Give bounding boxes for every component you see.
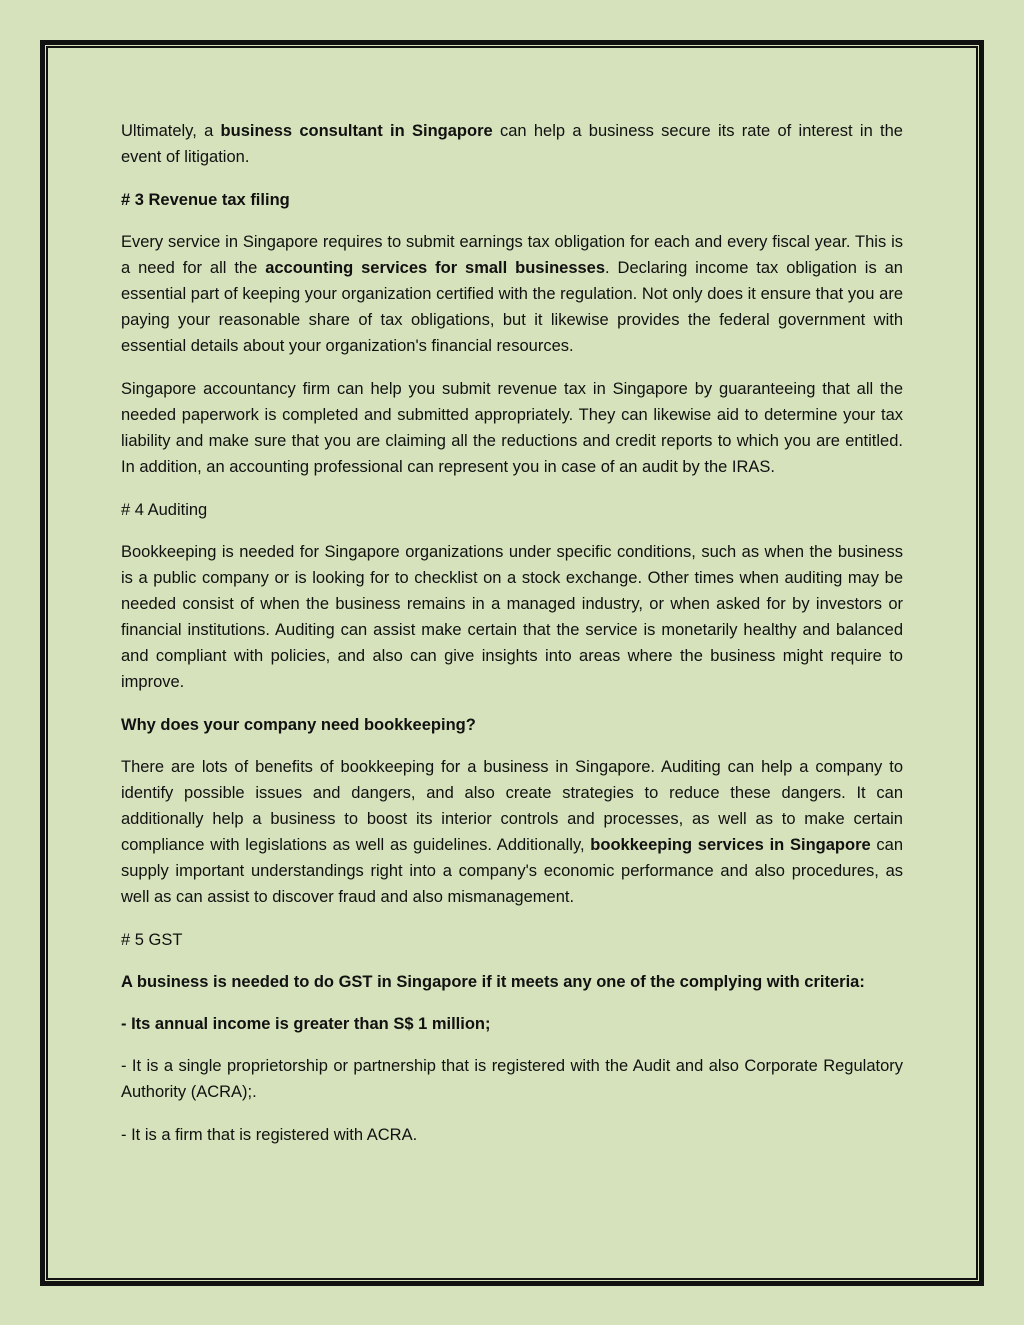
gst-criterion-firm: - It is a firm that is registered with ACRA. [121, 1126, 418, 1144]
heading-why-bookkeeping: Why does your company need bookkeeping? [121, 716, 476, 734]
keyword-accounting-services: accounting services for small businesses [265, 259, 606, 277]
paragraph-litigation: Ultimately, a business consultant in Singapore can help a business secure its rate of interest in the event of litigation. [121, 122, 903, 166]
paragraph-accountancy-firm: Singapore accountancy firm can help you submit revenue tax in Singapore by guaranteeing that all the needed paperwork is completed and submitted appropriately. They can likewise aid to determine your tax liability and make sure that you are claiming all the reductions and credit reports to which you are entitled. In addition, an accounting professional can represent you in case of an audit by the IRAS. [121, 380, 903, 476]
document-body [121, 118, 903, 1165]
heading-gst: # 5 GST [121, 931, 183, 949]
gst-criterion-proprietorship: - It is a single proprietorship or partnership that is registered with the Audit and also Corporate Regulatory Authority (ACRA);. [121, 1057, 903, 1101]
keyword-bookkeeping-services: bookkeeping services in Singapore [590, 836, 871, 854]
gst-criteria-intro: A business is needed to do GST in Singapore if it meets any one of the complying with criteria: [121, 973, 865, 991]
heading-auditing: # 4 Auditing [121, 501, 208, 519]
paragraph-benefits: There are lots of benefits of bookkeeping for a business in Singapore. Auditing can help a company to identify possible issues and dangers, and also create strategies to reduce these dangers. It can additionally help a business to boost its interior controls and processes, as well as to make certain compliance with legislations as well as guidelines. Additionally, bookkeeping services in Singapore can supply important understandings right into a company's economic performance and also procedures, as well as can assist to discover fraud and also mismanagement. [121, 758, 904, 906]
keyword-business-consultant: business consultant in Singapore [220, 122, 493, 140]
gst-criterion-income: - Its annual income is greater than S$ 1 million; [121, 1015, 491, 1033]
paragraph-tax-obligation: Every service in Singapore requires to submit earnings tax obligation for each and every fiscal year. This is a need for all the accounting services for small businesses. Declaring income tax obligation is an essential part of keeping your organization certified with the regulation. Not only does it ensure that you are paying your reasonable share of tax obligations, but it likewise provides the federal government with essential details about your organization's financial resources. [121, 233, 903, 355]
heading-revenue-tax-filing: # 3 Revenue tax filing [121, 191, 290, 209]
paragraph-auditing: Bookkeeping is needed for Singapore organizations under specific conditions, such as when the business is a public company or is looking for to checklist on a stock exchange. Other times when auditing may be needed consist of when the business remains in a managed industry, or when asked for by investors or financial institutions. Auditing can assist make certain that the service is monetarily healthy and balanced and compliant with policies, and also can give insights into areas where the business might require to improve. [121, 543, 903, 691]
